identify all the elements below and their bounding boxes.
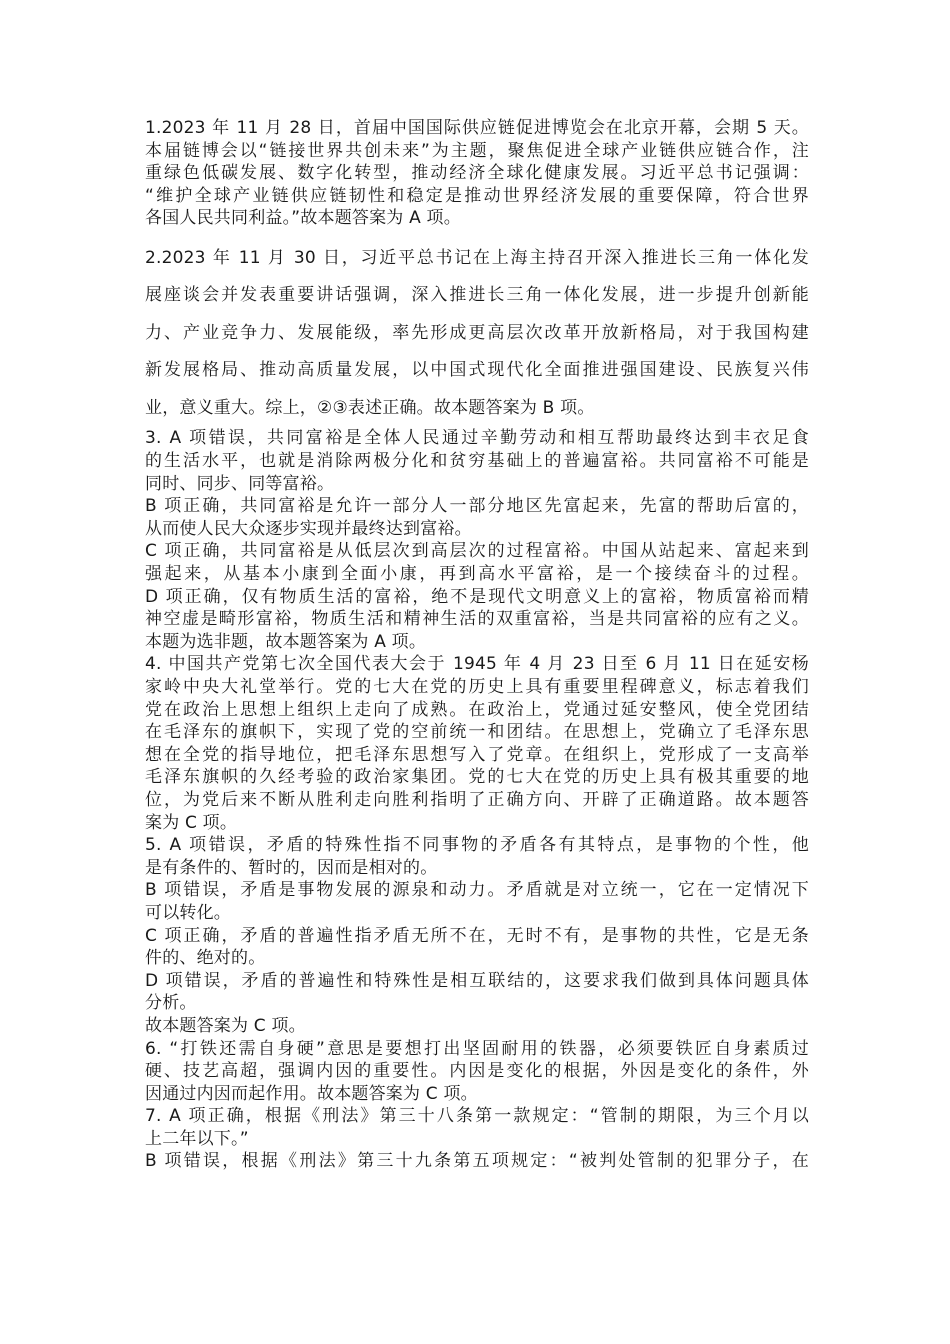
text-line: 神空虚是畸形富裕，物质生活和精神生活的双重富裕，当是共同富裕的应有之义。 [145,609,809,630]
text-line: 本题为选非题，故本题答案为 A 项。 [145,631,427,652]
text-line: 重绿色低碳发展、数字化转型，推动经济全球化健康发展。习近平总书记强调： [145,163,809,184]
text-line: D 项正确，仅有物质生活的富裕，绝不是现代文明意义上的富裕，物质富裕而精 [145,586,809,607]
text-line: 从而使人民大众逐步实现并最终达到富裕。 [145,518,472,539]
text-line: B 项错误，矛盾是事物发展的源泉和动力。矛盾就是对立统一，它在一定情况下 [145,880,809,901]
text-line: 硬、技艺高超，强调内因的重要性。内因是变化的根据，外因是变化的条件，外 [145,1061,809,1082]
text-line: B 项正确，共同富裕是允许一部分人一部分地区先富起来，先富的帮助后富的， [145,496,809,517]
text-line: 上二年以下。” [145,1128,249,1149]
text-line: 位，为党后来不断从胜利走向胜利指明了正确方向、开辟了正确道路。故本题答 [145,789,809,810]
text-line: B 项错误，根据《刑法》第三十九条第五项规定：“被判处管制的犯罪分子，在 [145,1151,809,1172]
answer-paragraph-q2 [145,240,809,428]
text-line: 可以转化。 [145,902,231,923]
text-line: 想在全党的指导地位，把毛泽东思想写入了党章。在组织上，党形成了一支高举 [145,744,809,765]
text-line: 业，意义重大。综上，②③表述正确。故本题答案为 B 项。 [145,397,595,418]
text-line: 家岭中央大礼堂举行。党的七大在党的历史上具有重要里程碑意义，标志着我们 [145,677,809,697]
text-line: C 项正确，矛盾的普遍性指矛盾无所不在，无时不有，是事物的共性，它是无条 [145,925,809,946]
answer-paragraph-q1 [145,117,809,230]
text-line: 各国人民共同利益。”故本题答案为 A 项。 [145,208,461,229]
text-line: 1.2023 年 11 月 28 日，首届中国国际供应链促进博览会在北京开幕，会期 5 天。 [145,118,809,138]
answer-paragraph-q4 [145,653,809,834]
answer-document [145,117,809,1173]
text-line: 强起来，从基本小康到全面小康，再到高水平富裕，是一个接续奋斗的过程。 [145,564,809,585]
text-line: 分析。 [145,993,197,1014]
text-line: 5. A 项错误，矛盾的特殊性指不同事物的矛盾各有其特点，是事物的个性，他 [145,835,809,856]
text-line: 件的、绝对的。 [145,948,266,969]
text-line: 党在政治上思想上组织上走向了成熟。在政治上，党通过延安整风，使全党团结 [145,699,809,720]
answer-paragraph-q3 [145,427,809,653]
text-line: 本届链博会以“链接世界共创未来”为主题，聚焦促进全球产业链供应链合作，注 [145,140,809,161]
text-line: 7. A 项正确，根据《刑法》第三十八条第一款规定：“管制的期限，为三个月以 [145,1106,809,1127]
text-line: 故本题答案为 C 项。 [145,1015,306,1036]
text-line: “维护全球产业链供应链韧性和稳定是推动世界经济发展的重要保障，符合世界 [145,185,809,206]
text-line: 的生活水平，也就是消除两极分化和贫穷基础上的普遍富裕。共同富裕不可能是 [145,451,809,472]
text-line: 是有条件的、暂时的，因而是相对的。 [145,857,438,878]
text-line: C 项正确，共同富裕是从低层次到高层次的过程富裕。中国从站起来、富起来到 [145,541,809,562]
text-line: D 项错误，矛盾的普遍性和特殊性是相互联结的，这要求我们做到具体问题具体 [145,970,809,991]
text-line: 3. A 项错误，共同富裕是全体人民通过辛勤劳动和相互帮助最终达到丰衣足食 [145,428,809,449]
text-line: 展座谈会并发表重要讲话强调，深入推进长三角一体化发展，进一步提升创新能 [145,285,809,306]
text-line: 案为 C 项。 [145,812,238,833]
text-line: 4. 中国共产党第七次全国代表大会于 1945 年 4 月 23 日至 6 月 11 日在延安杨 [145,654,809,675]
text-line: 力、产业竞争力、发展能级，率先形成更高层次改革开放新格局，对于我国构建 [145,322,809,343]
answer-paragraph-q6 [145,1038,809,1106]
text-line: 毛泽东旗帜的久经考验的政治家集团。党的七大在党的历史上具有极其重要的地 [145,767,809,788]
text-line: 因通过内因而起作用。故本题答案为 C 项。 [145,1083,478,1104]
answer-paragraph-q7 [145,1105,809,1173]
text-line: 新发展格局、推动高质量发展，以中国式现代化全面推进强国建设、民族复兴伟 [145,360,809,381]
text-line: 在毛泽东的旗帜下，实现了党的空前统一和团结。在思想上，党确立了毛泽东思 [145,722,809,743]
text-line: 同时、同步、同等富裕。 [145,473,335,494]
text-line: 2.2023 年 11 月 30 日，习近平总书记在上海主持召开深入推进长三角一体化发 [145,247,809,268]
answer-paragraph-q5 [145,834,809,1037]
text-line: 6. “打铁还需自身硬”意思是要想打出坚固耐用的铁器，必须要铁匠自身素质过 [145,1038,809,1059]
